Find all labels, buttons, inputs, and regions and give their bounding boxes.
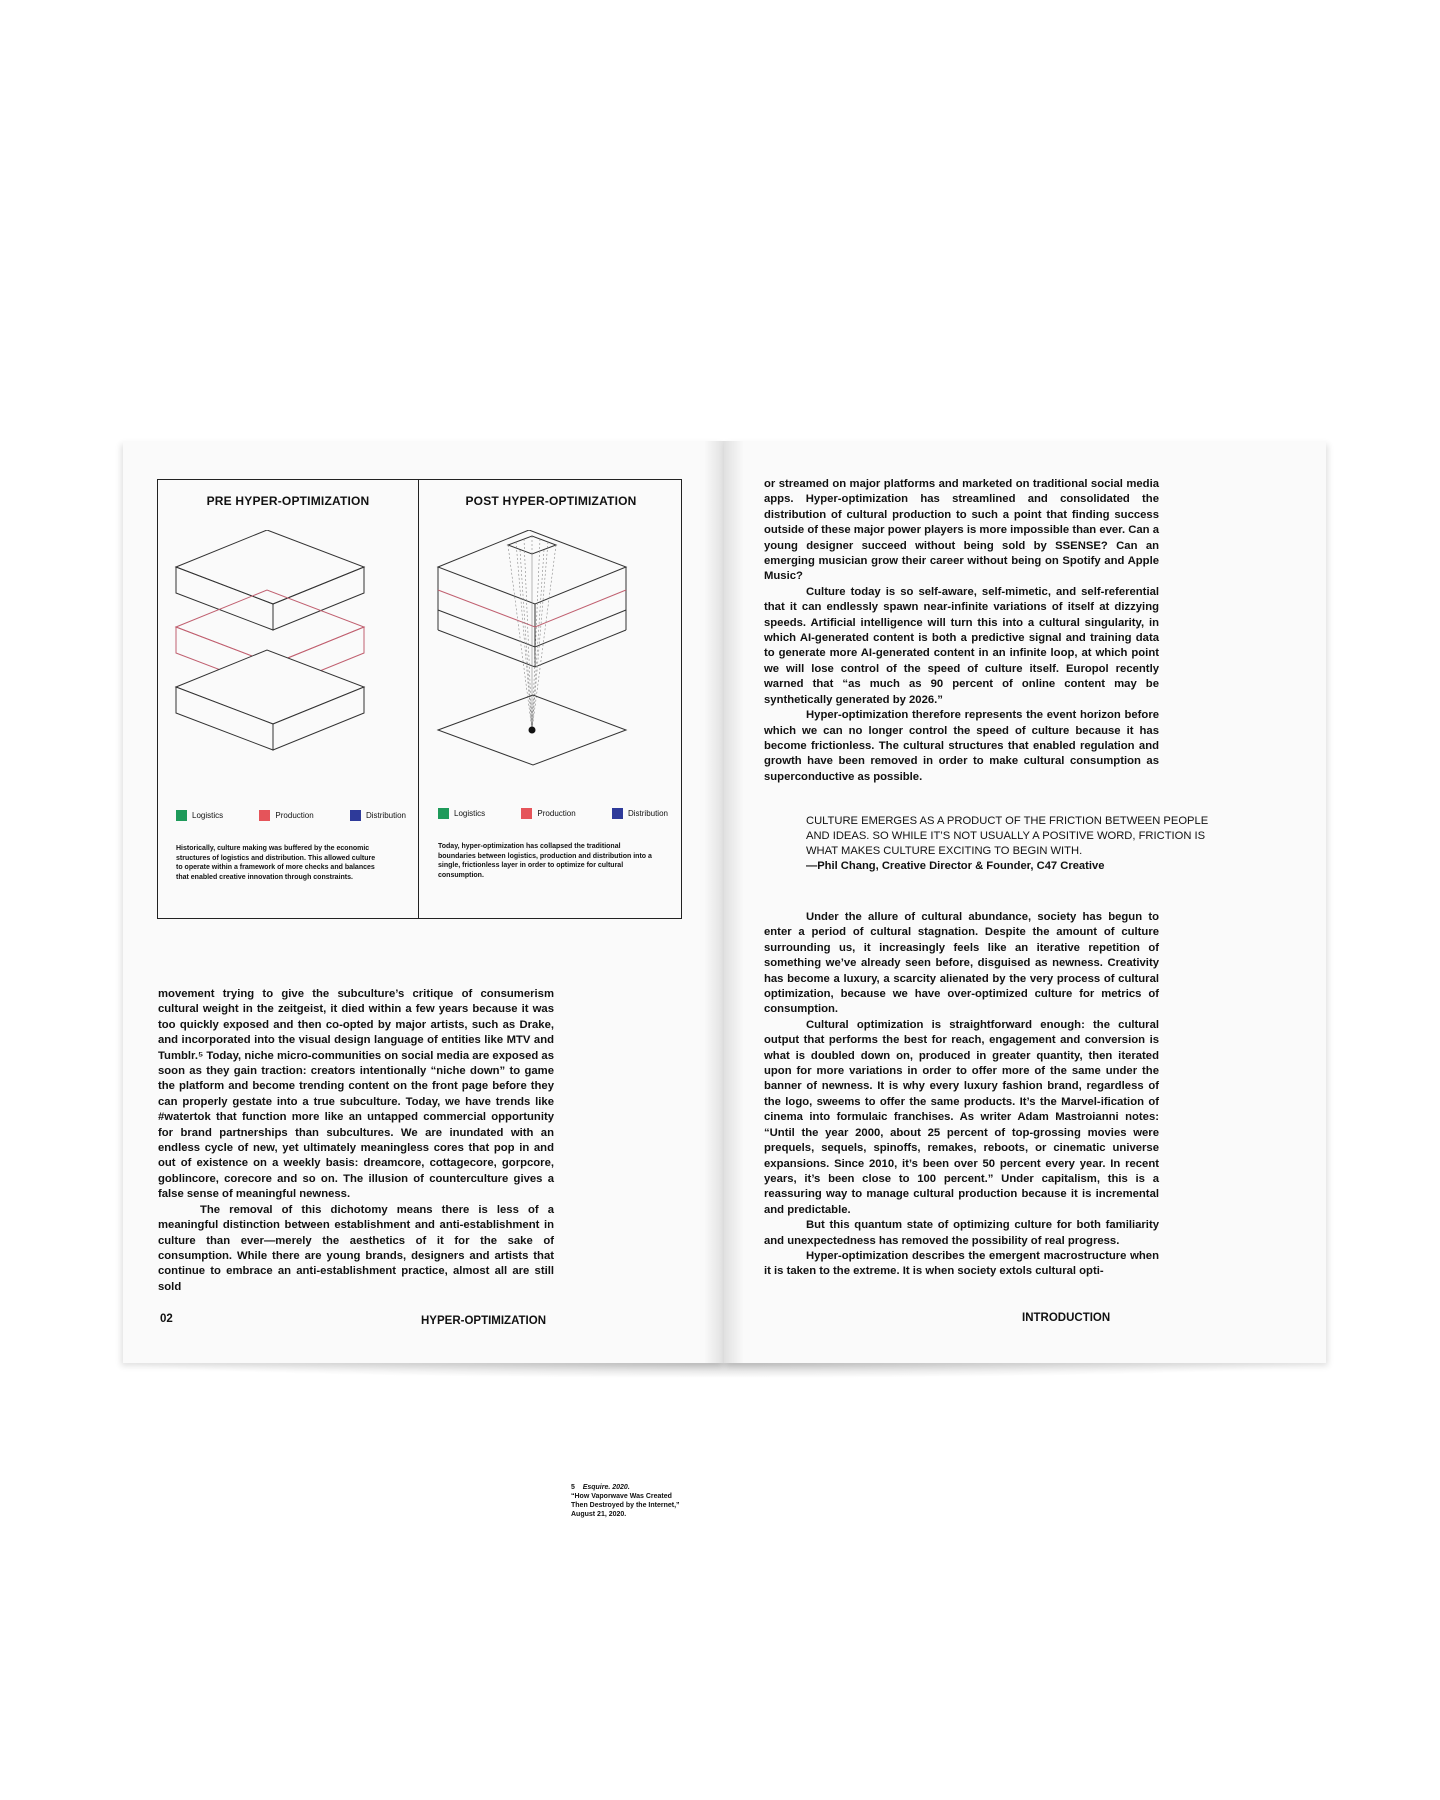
left-body-text [158, 987, 554, 1295]
running-head-left: HYPER-OPTIMIZATION [421, 1315, 547, 1327]
legend-label: Distribution [365, 811, 406, 820]
right-body-text-top [764, 477, 1159, 785]
legend-production [259, 810, 313, 821]
pre-panel [158, 480, 419, 918]
right-body-text-bottom [764, 910, 1159, 1280]
paragraph: Under the allure of cultural abundance, society has begun to enter a period of cultural stagnation. Despite the amount of culture surrounding us, it increasingly feels like an iterative repetition of something we’ve already seen before, disguised as newness. Creativity has become a luxury, a scarcity alienated by the very process of cultural optimization, because we have over-optimized culture for metrics of consumption. [764, 911, 1159, 1016]
quote-text: CULTURE EMERGES AS A PRODUCT OF THE FRICTION BETWEEN PEOPLE AND IDEAS. SO WHILE IT’S NOT USUALLY A POSITIVE WORD, FRICTION IS WHAT MAKES CULTURE EXCITING TO BEGIN WITH. [806, 815, 1209, 857]
legend-distribution [350, 810, 406, 821]
legend-label: Production [537, 809, 576, 818]
paragraph: The removal of this dichotomy means there is less of a meaningful distinction between establishment and anti-establishment in culture than ever—merely the aesthetics of it for the sake of consumption. While there are young brands, designers and artists that continue to embrace an anti-establishment practice, almost all are still sold [158, 1203, 554, 1293]
footnote-title: “How Vaporwave Was Created Then Destroyed by the Internet,” August 21, 2020. [571, 1493, 680, 1518]
pre-slab-top-right-face [273, 567, 364, 630]
paragraph: But this quantum state of optimizing culture for both familiarity and unexpectedness has removed the possibility of real progress. [764, 1219, 1159, 1247]
legend-label: Logistics [192, 811, 224, 820]
paragraph: or streamed on major platforms and marketed on traditional social media apps. Hyper-optimization has streamlined and consolidated the distribution of cultural production to such a point that finding success outside of these major power players is more impossible than ever. Can a young designer succeed without being sold by SSENSE? Can an emerging musician grow their career without being on Spotify and Apple Music? [764, 478, 1159, 583]
post-title: POST HYPER-OPTIMIZATION [465, 494, 637, 508]
footnote-number: 5 [571, 1484, 575, 1491]
pull-quote [806, 814, 1216, 874]
post-caption: Today, hyper-optimization has collapsed the traditional boundaries between logistics, production and distribution into a single, frictionless layer in order to optimize for cultural consumption. [438, 843, 652, 879]
left-page [123, 441, 724, 1518]
pre-slab-top-logistics [176, 530, 364, 604]
footnote-source: Esquire. 2020. [582, 1484, 630, 1491]
legend-label: Logistics [454, 809, 486, 818]
legend-label: Distribution [627, 809, 668, 818]
post-panel [420, 480, 682, 918]
book-gutter [704, 441, 744, 1363]
pre-caption: Historically, culture making was buffered by the economic structures of logistics and distribution. This allowed culture to operate within a framework of more checks and balances that enabled creative innovation through constraints. [176, 845, 376, 881]
quote-attribution: —Phil Chang, Creative Director & Founder, C47 Creative [806, 860, 1105, 872]
logistics-swatch [176, 810, 187, 821]
legend-logistics [438, 808, 485, 819]
production-swatch [521, 808, 532, 819]
production-swatch [259, 810, 270, 821]
pre-stack-diagram [158, 530, 418, 780]
legend-distribution [612, 808, 668, 819]
paragraph: movement trying to give the subculture’s critique of consumerism cultural weight in the zeitgeist, it died within a few years because it was too quickly exposed and then co-opted by major artists, such as Drake, and incorporated into the visual design language of entities like MTV and Tumblr.⁵ Today, niche micro-communities on social media are exposed as soon as they gain traction: creators intentionally “niche down” to game the platform and become trending content on the front page before they can properly gestate into a true subculture. Today, we have trends like #watertok that function more like an untapped commercial opportunity for brand partnerships than subcultures. We are inundated with an endless cycle of new, yet ultimately meaningless cores that pop in and out of existence on a weekly basis: dreamcore, cottagecore, gorpcore, goblincore, corecore and so on. The illusion of counterculture gives a false sense of meaningful newness. [158, 988, 554, 1201]
right-page [724, 441, 1326, 1363]
legend-production [521, 808, 575, 819]
distribution-swatch [612, 808, 623, 819]
running-head-right: INTRODUCTION [1022, 1312, 1111, 1324]
paragraph: Hyper-optimization therefore represents the event horizon before which we can no longer control the speed of culture because it has become frictionless. The cultural structures that enabled regulation and growth have been removed in order to make cultural consumption as superconductive as possible. [764, 709, 1159, 783]
distribution-swatch [350, 810, 361, 821]
paragraph: Cultural optimization is straightforward enough: the cultural output that performs the best for reach, engagement and conversion is what is doubled down on, produced in greater quantity, then iterated upon for more variations in order to offer more of the same under the banner of newness. It is why every luxury fashion brand, regardless of the logo, sweems to offer the same products. It’s the Marvel-ification of cinema into formulaic franchises. As writer Adam Mastroianni notes: “Until the year 2000, about 25 percent of top-grossing movies were prequels, sequels, spinoffs, remakes, reboots, or cinematic universe expansions. Since 2010, it’s been over 50 percent every year. In recent years, it’s been close to 100 percent.” Under capitalism, this is a reassuring way to manage cultural production because it is incremental and predictable. [764, 1018, 1159, 1216]
paragraph: Culture today is so self-aware, self-mimetic, and self-referential that it can endlessly spawn near-infinite variations of itself at dizzying speeds. Artificial intelligence will turn this into a cultural singularity, in which AI-generated content is both a predictive signal and training data to generate more AI-generated content in an infinite loop, at which point we will lose control of the speed of culture itself. Europol recently warned that “as much as 90 percent of online content may be synthetically generated by 2026.” [764, 585, 1159, 706]
comparison-figure [157, 479, 682, 919]
paragraph: Hyper-optimization describes the emergent macrostructure when it is taken to the extreme. It is when society extols cultural opti- [764, 1249, 1159, 1278]
legend-label: Production [275, 811, 314, 820]
post-collapsed-diagram [420, 530, 682, 780]
page-number: 02 [160, 1313, 173, 1325]
pre-legend [176, 810, 406, 821]
legend-logistics [176, 810, 223, 821]
singularity-point [529, 727, 536, 734]
logistics-swatch [438, 808, 449, 819]
pre-title: PRE HYPER-OPTIMIZATION [206, 494, 370, 508]
footnote [571, 1483, 686, 1519]
post-legend [438, 808, 668, 819]
